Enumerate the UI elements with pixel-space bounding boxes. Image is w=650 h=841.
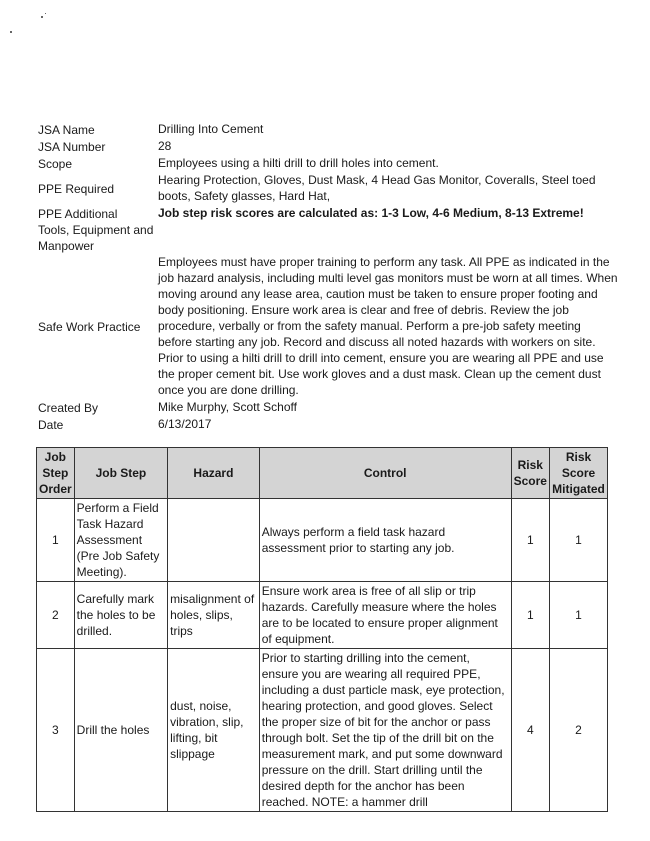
tools-value bbox=[158, 222, 618, 254]
header-control: Control bbox=[259, 448, 511, 499]
scope-value: Employees using a hilti drill to drill holes into cement. bbox=[158, 156, 439, 170]
ppe-additional-label: PPE Additional bbox=[38, 206, 118, 221]
scan-speck bbox=[10, 31, 12, 33]
table-header-row bbox=[37, 448, 608, 499]
risk-mitigated-cell: 2 bbox=[549, 649, 607, 812]
table-row bbox=[37, 499, 608, 582]
control-cell: Always perform a field task hazard assessment prior to starting any job. bbox=[259, 499, 511, 582]
date-value: 6/13/2017 bbox=[158, 417, 212, 431]
info-row-created-by bbox=[38, 399, 618, 416]
jsa-number-label: JSA Number bbox=[38, 139, 106, 154]
header-hazard: Hazard bbox=[168, 448, 260, 499]
info-row-ppe-additional bbox=[38, 205, 618, 222]
table-row bbox=[37, 582, 608, 649]
ppe-required-value: Hearing Protection, Gloves, Dust Mask, 4 Head Gas Monitor, Coveralls, Steel toed boots, Safety glasses, Hard Hat, bbox=[158, 173, 596, 203]
ppe-required-label: PPE Required bbox=[38, 181, 115, 196]
info-row-tools bbox=[38, 222, 618, 254]
scope-label: Scope bbox=[38, 156, 73, 171]
created-by-value: Mike Murphy, Scott Schoff bbox=[158, 400, 297, 414]
hazard-cell: misalignment of holes, slips, trips bbox=[168, 582, 260, 649]
risk-score-cell: 4 bbox=[511, 649, 549, 812]
step-order-cell: 2 bbox=[37, 582, 75, 649]
job-step-cell: Drill the holes bbox=[74, 649, 167, 812]
scan-speck bbox=[41, 16, 43, 18]
hazard-cell: dust, noise, vibration, slip, lifting, bit slippage bbox=[168, 649, 260, 812]
risk-score-cell: 1 bbox=[511, 499, 549, 582]
info-row-safe-work bbox=[38, 254, 618, 399]
tools-label: Tools, Equipment and Manpower bbox=[38, 223, 154, 253]
risk-score-cell: 1 bbox=[511, 582, 549, 649]
info-row-scope bbox=[38, 155, 618, 172]
job-step-cell: Perform a Field Task Hazard Assessment (Pre Job Safety Meeting). bbox=[74, 499, 167, 582]
control-cell: Prior to starting drilling into the cement, ensure you are wearing all required PPE, including a dust particle mask, eye protection, hearing protection, and good gloves. Select the proper size of bit for the anchor or pass through bolt. Set the tip of the drill bit on the measurement mark, and put some downward pressure on the drill. Start drilling until the desired depth for the anchor has been reached. NOTE: a hammer drill bbox=[259, 649, 511, 812]
info-row-date bbox=[38, 416, 618, 433]
scan-speck bbox=[45, 13, 46, 14]
safe-work-value: Employees must have proper training to perform any task. All PPE as indicated in the job hazard analysis, including multi level gas monitors must be worn at all times. When moving around any lease area, caution must be taken to ensure proper footing and body positioning. Ensure work area is clear and free of debris. Review the job procedure, verbally or from the safety manual. Perform a pre-job safety meeting before starting any job. Record and discuss all noted hazards with workers on site. Prior to using a hilti drill to drill into cement, ensure you are wearing all PPE and use the proper cement bit. Use work gloves and a dust mask. Clean up the cement dust once you are done drilling. bbox=[158, 255, 618, 397]
step-order-cell: 3 bbox=[37, 649, 75, 812]
header-job-step: Job Step bbox=[74, 448, 167, 499]
header-risk-score-mitigated: Risk Score Mitigated bbox=[549, 448, 607, 499]
info-row-jsa-number bbox=[38, 138, 618, 155]
table-row bbox=[37, 649, 608, 812]
header-risk-score: Risk Score bbox=[511, 448, 549, 499]
risk-mitigated-cell: 1 bbox=[549, 582, 607, 649]
job-step-cell: Carefully mark the holes to be drilled. bbox=[74, 582, 167, 649]
step-order-cell: 1 bbox=[37, 499, 75, 582]
ppe-additional-value: Job step risk scores are calculated as: 1-3 Low, 4-6 Medium, 8-13 Extreme! bbox=[158, 206, 584, 220]
jsa-name-label: JSA Name bbox=[38, 122, 95, 137]
date-label: Date bbox=[38, 417, 64, 432]
created-by-label: Created By bbox=[38, 400, 99, 415]
control-cell: Ensure work area is free of all slip or trip hazards. Carefully measure where the holes are to be located to ensure proper alignment of equipment. bbox=[259, 582, 511, 649]
jsa-number-value: 28 bbox=[158, 139, 172, 153]
info-row-ppe-required bbox=[38, 172, 618, 205]
safe-work-label: Safe Work Practice bbox=[38, 319, 141, 334]
jsa-info-table bbox=[38, 121, 618, 433]
info-row-jsa-name bbox=[38, 121, 618, 138]
jsa-name-value: Drilling Into Cement bbox=[158, 122, 264, 136]
hazard-cell bbox=[168, 499, 260, 582]
header-job-step-order: Job Step Order bbox=[37, 448, 75, 499]
risk-mitigated-cell: 1 bbox=[549, 499, 607, 582]
job-steps-table bbox=[36, 447, 608, 812]
